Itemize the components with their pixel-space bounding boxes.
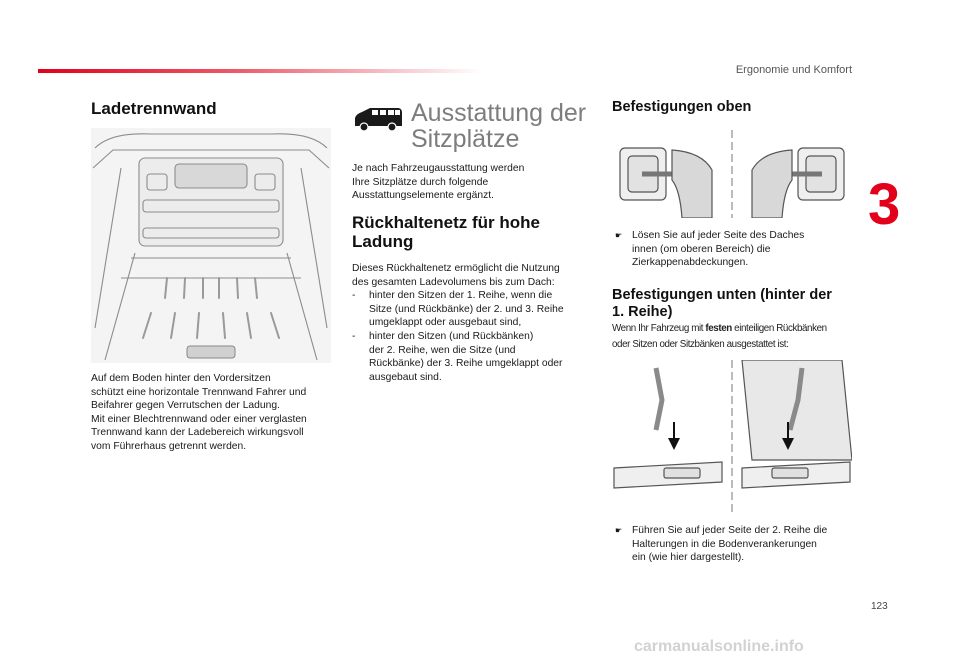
list-item: - hinter den Sitzen der 1. Reihe, wenn die Sitze (und Rückbänke) der 2. und 3. Reihe umgeklappt oder ausgebaut sind, [352, 290, 564, 329]
section-title: Ausstattung der Sitzplätze [411, 99, 587, 153]
equipment-intro: Je nach Fahrzeugausstattung werden Ihre Sitzplätze durch folgende Ausstattungselemente ergänzt. [352, 163, 525, 202]
heading-befestigungen-oben: Befestigungen oben [612, 99, 752, 115]
van-icon [352, 106, 404, 132]
chapter-title: Ergonomie und Komfort [735, 64, 852, 76]
bullet-icon: ☛ [615, 526, 623, 535]
chapter-number: 3 [868, 172, 901, 237]
heading-rueckhaltenetz: Rückhaltenetz für hohe Ladung [352, 213, 540, 251]
lower-fastening-step: ☛ Führen Sie auf jeder Seite der 2. Reihe die Halterungen in die Bodenverankerungen ein (wie hier dargestellt). [615, 525, 828, 564]
heading-ladetrennwand: Ladetrennwand [91, 99, 217, 118]
net-description: Dieses Rückhaltenetz ermöglicht die Nutzung des gesamten Ladevolumens bis zum Dach: - hinter den Sitzen der 1. Reihe, wenn die Sitze (und Rückbänke) der 2. und 3. Reihe umgeklappt oder ausgebaut sind, - hinter den Sitzen (und Rückbänken) der 2. Reihe, wen die Sitze (und Rückbänke) der 3. Reihe umgeklappt oder ausgebaut sind. [352, 262, 597, 384]
heading-befestigungen-unten: Befestigungen unten (hinter der 1. Reihe) [612, 287, 832, 320]
partition-description: Auf dem Boden hinter den Vordersitzen schützt eine horizontale Trennwand Fahrer und Beifahrer gegen Verrutschen der Ladung. Mit einer Blechtrennwand oder einer verglasten Trennwand kann der Ladebereich wirkungsvoll vom Führerhaus getrennt werden. [91, 373, 307, 452]
upper-fastening-illustration [612, 130, 852, 218]
bullet-icon: ☛ [615, 231, 623, 240]
header-accent-bar [38, 69, 483, 73]
page-number: 123 [871, 601, 888, 612]
watermark: carmanualsonline.info [634, 638, 804, 655]
lower-fastening-note: Wenn Ihr Fahrzeug mit festen einteiligen Rückbänken oder Sitzen oder Sitzbänken ausgestattet ist: [612, 323, 827, 350]
cargo-partition-illustration [91, 128, 331, 363]
list-item: - hinter den Sitzen (und Rückbänken) der 2. Reihe, wen die Sitze (und Rückbänke) der 3. Reihe umgeklappt oder ausgebaut sind. [352, 330, 563, 383]
lower-fastening-illustration [612, 360, 852, 516]
upper-fastening-step: ☛ Lösen Sie auf jeder Seite des Daches innen (om oberen Bereich) die Zierkappenabdeckungen. [615, 230, 805, 269]
